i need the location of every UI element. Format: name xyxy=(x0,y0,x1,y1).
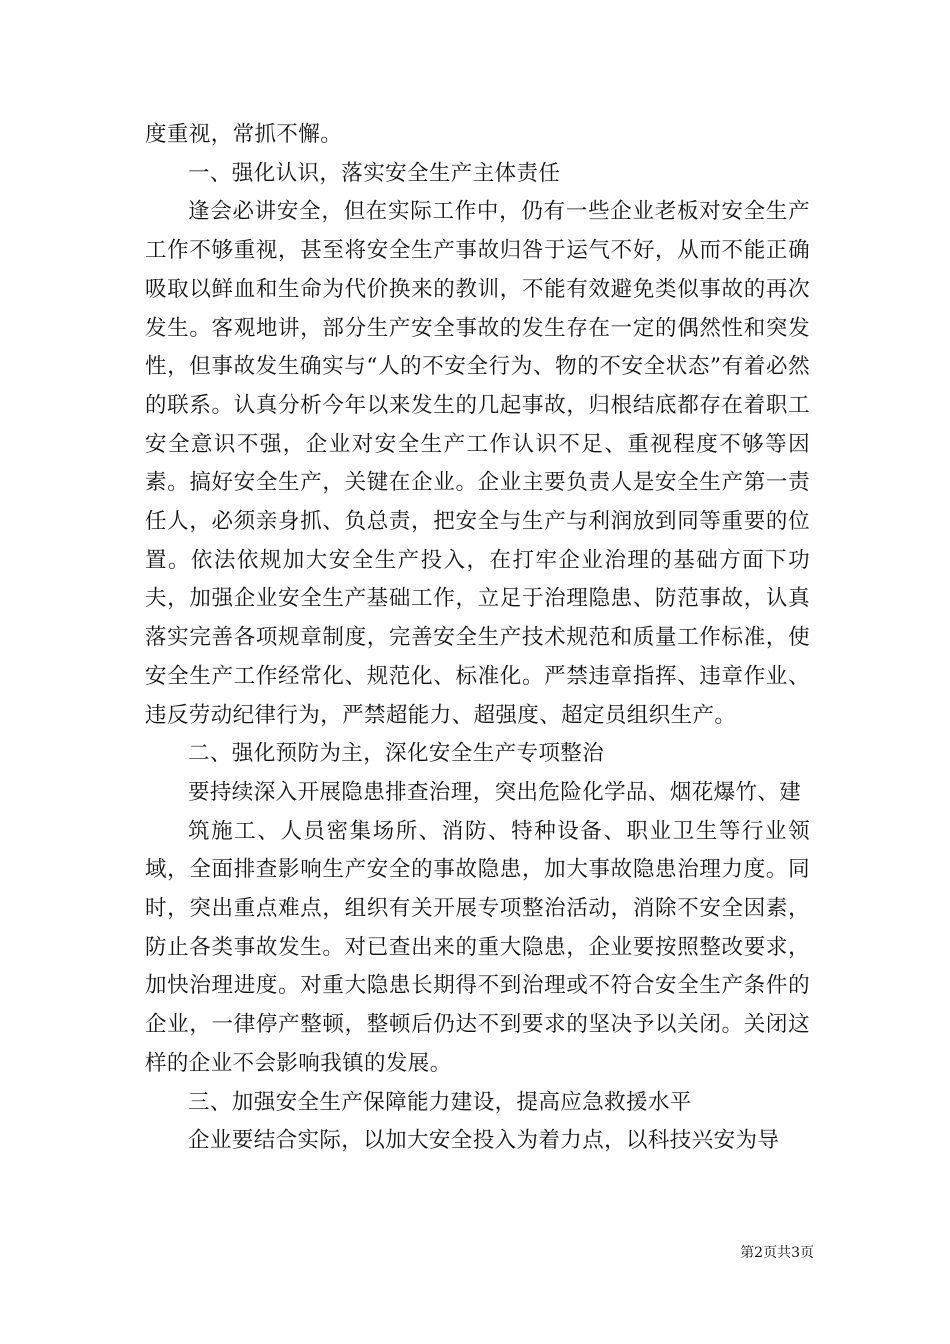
heading-section-3: 三、加强安全生产保障能力建设，提高应急救援水平 xyxy=(188,1089,692,1115)
paragraph-section-3-body: 企业要结合实际，以加大安全投入为着力点，以科技兴安为导 xyxy=(188,1128,780,1154)
paragraph-section-2-intro: 要持续深入开展隐患排查治理，突出危险化学品、烟花爆竹、建 xyxy=(188,779,802,805)
paragraph-section-2-body: 筑施工、人员密集场所、消防、特种设备、职业卫生等行业领域，全面排查影响生产安全的事故隐患，加大事故隐患治理力度。同时，突出重点难点，组织有关开展专项整治活动，消除不安全因素，防止各类事故发生。对已查出来的重大隐患，企业要按照整改要求，加快治理进度。对重大隐患长期得不到治理或不符合安全生产条件的企业，一律停产整顿，整顿后仍达不到要求的坚决予以关闭。关闭这样的企业不会影响我镇的发展。 xyxy=(145,818,810,1076)
paragraph-continuation: 度重视，常抓不懈。 xyxy=(145,122,343,147)
heading-section-1: 一、强化认识，落实安全生产主体责任 xyxy=(188,160,561,186)
page-number-footer: 第2页共3页 xyxy=(740,1245,814,1261)
document-body xyxy=(145,116,810,1161)
paragraph-section-1-body: 逢会必讲安全，但在实际工作中，仍有一些企业老板对安全生产工作不够重视，甚至将安全生产事故归咎于运气不好，从而不能正确吸取以鲜血和生命为代价换来的教训，不能有效避免类似事故的再次发生。客观地讲，部分生产安全事故的发生存在一定的偶然性和突发性，但事故发生确实与“人的不安全行为、物的不安全状态”有着必然的联系。认真分析今年以来发生的几起事故，归根结底都存在着职工安全意识不强，企业对安全生产工作认识不足、重视程度不够等因素。搞好安全生产，关键在企业。企业主要负责人是安全生产第一责任人，必须亲身抓、负总责，把安全与生产与利润放到同等重要的位置。依法依规加大安全生产投入，在打牢企业治理的基础方面下功夫，加强企业安全生产基础工作，立足于治理隐患、防范事故，认真落实完善各项规章制度，完善安全生产技术规范和质量工作标准，使安全生产工作经常化、规范化、标准化。严禁违章指挥、违章作业、违反劳动纪律行为，严禁超能力、超强度、超定员组织生产。 xyxy=(145,199,810,728)
heading-section-2: 二、强化预防为主，深化安全生产专项整治 xyxy=(188,741,605,767)
